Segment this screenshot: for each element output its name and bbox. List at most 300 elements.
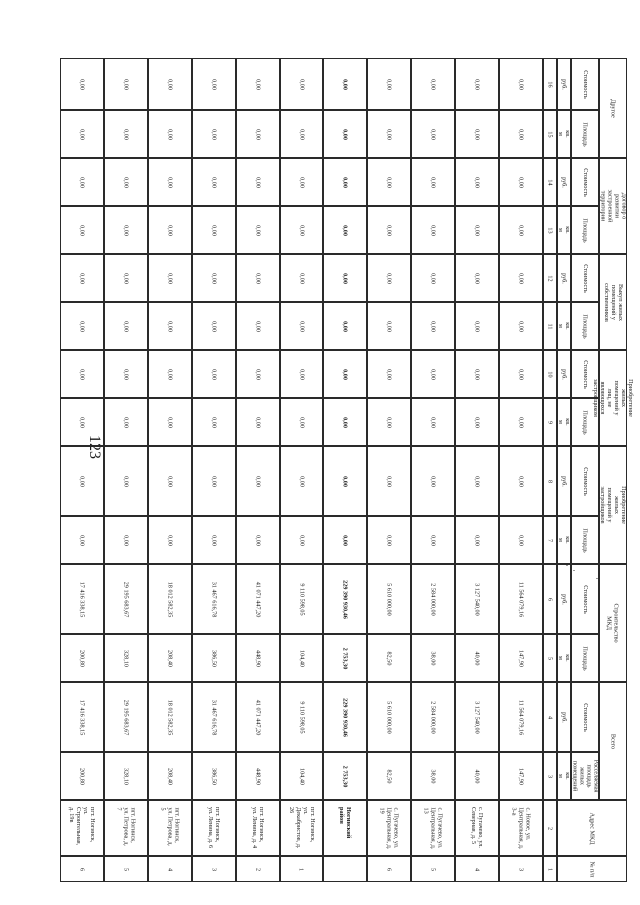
row-value [455,58,499,110]
row-value [60,254,104,302]
row-number [367,856,411,882]
row-value-text: 0,00 [122,534,130,546]
row-address-text: пгт. Ногинск, ул. Ленина, д. 6 [206,807,221,849]
column-number-10 [543,350,557,398]
header-sub-area-2 [571,516,599,564]
row-value [104,350,148,398]
row-value-text: 0,00 [341,475,349,487]
row-value [280,254,324,302]
row-number [104,856,148,882]
row-value-text: 448,90 [254,767,262,785]
header-address [557,800,627,856]
row-value-text: 0,00 [429,224,437,236]
row-value-text: 0,00 [473,534,481,546]
column-number-9-text: 9 [546,420,554,424]
header-group-5 [599,158,627,254]
header-group-2 [599,446,627,564]
header-unit-area-1 [557,634,571,682]
column-number-7 [543,516,557,564]
row-value [455,350,499,398]
row-number [236,856,280,882]
row-value-text: 0,00 [122,475,130,487]
row-value [60,634,104,682]
row-value-text: 0,00 [210,534,218,546]
row-value [411,350,455,398]
row-value-text: 0,00 [385,416,393,428]
row-value [411,516,455,564]
row-value [104,682,148,752]
row-value [499,350,543,398]
header-group-0-text: Всего [609,733,617,749]
row-value-text: 0,00 [341,416,349,428]
row-value [455,302,499,350]
row-value-text: 0,00 [166,224,174,236]
row-value [60,564,104,634]
header-unit-cost-1 [557,564,571,634]
row-value-text: 31 467 616,78 [210,699,218,735]
row-value-text: 0,00 [517,128,525,140]
row-address-text: с. Новое, ул. Центральная, д. 3-а [510,807,532,849]
header-unit-area-6 [557,110,571,158]
row-value [236,564,280,634]
row-value-text: 2 753,30 [341,647,349,669]
row-value [236,110,280,158]
row-value [60,752,104,800]
row-value [148,254,192,302]
row-value-text: 0,00 [341,176,349,188]
column-number-12-text: 12 [546,274,554,282]
row-value [323,682,367,752]
row-value [411,110,455,158]
header-sub-area-3-text: Площадь [581,409,589,435]
row-value [148,516,192,564]
row-value [411,398,455,446]
row-value [323,254,367,302]
row-value-text: 0,00 [385,475,393,487]
header-group-1 [599,564,627,682]
header-group-5-text: Договор о развитии застроенной территории [599,189,628,223]
column-number-8-text: 8 [546,479,554,483]
row-value-text: 29 195 683,67 [122,699,130,735]
header-unit-area-2-text: кв. м [557,536,571,544]
row-value-text: 0,00 [166,368,174,380]
row-value [60,516,104,564]
row-value-text: 147,90 [517,649,525,667]
row-number-text: 4 [473,867,481,871]
row-value [280,302,324,350]
row-value-text: 0,00 [429,78,437,90]
row-value [148,446,192,516]
row-address [280,800,324,856]
row-value-text: 0,00 [341,128,349,140]
row-value-text: 0,00 [254,368,262,380]
row-value [148,752,192,800]
row-value-text: 0,00 [166,78,174,90]
row-value [192,398,236,446]
row-value [280,752,324,800]
row-value [411,752,455,800]
header-unit-area-0 [557,752,571,800]
row-value-text: 0,00 [517,320,525,332]
row-value-text: 9 110 598,05 [297,700,305,734]
row-value-text: 0,00 [254,320,262,332]
header-sub-area-6 [571,110,599,158]
row-value-text: 0,00 [341,78,349,90]
row-value-text: 41 071 447,20 [254,581,262,617]
row-value [367,634,411,682]
row-value [60,350,104,398]
row-value [236,206,280,254]
row-value [192,516,236,564]
row-value [411,206,455,254]
header-unit-cost-3-text: руб. [560,368,568,380]
row-value [499,752,543,800]
header-unit-cost-3 [557,350,571,398]
row-number [280,856,324,882]
row-value-text: 0,00 [385,272,393,284]
row-value [323,158,367,206]
row-value-text: 0,00 [429,534,437,546]
row-value-text: 0,00 [429,416,437,428]
row-value-text: 40,00 [473,651,481,665]
row-value [455,254,499,302]
row-value [192,254,236,302]
row-value [192,446,236,516]
row-value-text: 0,00 [210,224,218,236]
row-value [148,564,192,634]
row-value [236,446,280,516]
row-value [148,350,192,398]
row-value [280,516,324,564]
header-sub-cost-0-text: Стоимость [581,702,589,732]
row-number-text: 5 [122,867,130,871]
row-value [236,516,280,564]
header-sub-area-4-text: Площадь [581,313,589,339]
row-value-text: 0,00 [473,416,481,428]
row-value [499,58,543,110]
header-unit-cost-2-text: руб. [560,475,568,487]
scan-speck [596,578,598,579]
row-value-text: 0,00 [78,416,86,428]
row-value-text: 11 564 079,16 [517,699,525,735]
row-value-text: 0,00 [473,78,481,90]
header-sub-cost-3-text: Стоимость [581,359,589,389]
header-sub-cost-4 [571,254,599,302]
column-number-13-text: 13 [546,226,554,234]
column-number-6-text: 6 [546,597,554,601]
header-unit-area-3 [557,398,571,446]
row-value [499,254,543,302]
column-number-2-text: 2 [546,826,554,830]
row-value [455,682,499,752]
row-value-text: 0,00 [166,416,174,428]
row-value [148,206,192,254]
row-value-text: 0,00 [429,176,437,188]
row-value [104,752,148,800]
row-value [192,634,236,682]
row-value-text: 0,00 [254,416,262,428]
row-value-text: 0,00 [297,475,305,487]
row-value-text: 0,00 [517,176,525,188]
row-value-text: 17 416 338,15 [78,581,86,617]
row-value-text: 29 195 683,67 [122,581,130,617]
header-sub-area-2-text: Площадь [581,527,589,553]
row-value [499,516,543,564]
row-value-text: 386,50 [210,649,218,667]
row-value [60,58,104,110]
row-number-text: 2 [254,867,262,871]
row-value-text: 0,00 [166,320,174,332]
header-sub-area-4 [571,302,599,350]
column-number-16 [543,58,557,110]
header-group-4 [599,254,627,350]
row-number [499,856,543,882]
column-number-9 [543,398,557,446]
row-value-text: 0,00 [385,78,393,90]
row-value-text: 0,00 [210,368,218,380]
row-value [192,206,236,254]
column-number-15 [543,110,557,158]
row-value [148,398,192,446]
row-value-text: 0,00 [517,368,525,380]
row-value [499,682,543,752]
row-value [60,302,104,350]
row-value-text: 104,40 [297,649,305,667]
header-unit-area-0-text: кв. м [557,772,571,780]
header-sub-area-5-text: Площадь [581,217,589,243]
row-value [411,58,455,110]
column-number-13 [543,206,557,254]
row-value [280,350,324,398]
row-value-text: 0,00 [297,224,305,236]
header-sub-cost-1-text: Стоимость [581,584,589,614]
row-value-text: 0,00 [254,224,262,236]
row-value-text: 38,00 [429,769,437,783]
header-unit-area-1-text: кв. м [557,654,571,662]
row-value [192,564,236,634]
row-value-text: 0,00 [341,224,349,236]
row-value [280,564,324,634]
row-value [104,254,148,302]
row-value-text: 0,00 [210,128,218,140]
row-value [104,564,148,634]
row-value [236,682,280,752]
row-value-text: 0,00 [122,224,130,236]
scan-speck [566,565,568,566]
column-number-4 [543,682,557,752]
row-value-text: 200,80 [78,649,86,667]
row-value [148,158,192,206]
header-sub-area-1-text: Площадь [581,645,589,671]
header-unit-cost-5 [557,158,571,206]
row-value [60,110,104,158]
row-value-text: 0,00 [297,78,305,90]
row-value-text: 0,00 [254,534,262,546]
row-value-text: 3 127 540,00 [473,700,481,734]
header-sub-cost-5-text: Стоимость [581,167,589,197]
header-unit-area-6-text: кв. м [557,130,571,138]
column-number-14-text: 14 [546,178,554,186]
row-value-text: 0,00 [122,176,130,188]
row-address [499,800,543,856]
header-unit-area-5 [557,206,571,254]
row-value-text: 0,00 [341,368,349,380]
row-value [455,564,499,634]
column-number-11-text: 11 [546,323,554,329]
column-number-6 [543,564,557,634]
row-value-text: 0,00 [122,320,130,332]
row-value-text: 2 584 000,00 [429,582,437,616]
header-group-2-text: Приобретение жилых помещений у застройщиков [599,486,627,524]
row-value [104,634,148,682]
row-value-text: 40,00 [473,769,481,783]
header-group-0 [599,682,627,800]
header-unit-cost-4 [557,254,571,302]
row-value-text: 0,00 [297,272,305,284]
header-sub-area-1 [571,634,599,682]
row-value [104,516,148,564]
row-value [411,564,455,634]
row-value-text: 5 610 000,00 [385,700,393,734]
row-value [280,634,324,682]
row-number [323,856,367,882]
header-sub-cost-2 [571,446,599,516]
row-value [323,634,367,682]
header-group-6-text: Другое [609,98,617,118]
row-value-text: 0,00 [254,78,262,90]
row-value-text: 0,00 [78,368,86,380]
row-value [367,752,411,800]
row-value [104,302,148,350]
row-value-text: 3 127 540,00 [473,582,481,616]
row-value-text: 0,00 [254,272,262,284]
row-value [192,350,236,398]
header-sub-area-0 [571,752,599,800]
row-value [236,158,280,206]
row-value [60,682,104,752]
row-value-text: 0,00 [517,416,525,428]
row-number [411,856,455,882]
header-group-1-text: Строительство МКД [606,603,621,643]
row-value-text: 0,00 [122,272,130,284]
row-value-text: 0,00 [429,320,437,332]
header-unit-cost-6 [557,58,571,110]
header-group-3-text: Приобретение жилых помещений у лиц, не являющихся застройщиком [592,379,634,417]
row-value [499,398,543,446]
row-value-text: 0,00 [473,272,481,284]
row-value [411,254,455,302]
row-value-text: 82,50 [385,769,393,783]
header-sub-area-5 [571,206,599,254]
header-sub-cost-3 [571,350,599,398]
row-value [323,752,367,800]
row-value-text: 0,00 [78,272,86,284]
row-value-text: 0,00 [385,224,393,236]
row-value [192,110,236,158]
row-value [280,398,324,446]
row-address [367,800,411,856]
row-value [367,158,411,206]
row-value-text: 0,00 [166,128,174,140]
column-number-5 [543,634,557,682]
row-value-text: 0,00 [254,176,262,188]
row-value-text: 208,40 [166,767,174,785]
row-address [104,800,148,856]
row-value-text: 448,90 [254,649,262,667]
row-value-text: 0,00 [78,475,86,487]
column-number-3-text: 3 [546,774,554,778]
row-value-text: 104,40 [297,767,305,785]
row-address-text: с. Пугачево, ул. Центральная, д. 13 [422,807,444,849]
header-unit-area-4-text: кв. м [557,322,571,330]
column-number-8 [543,446,557,516]
row-value-text: 0,00 [254,128,262,140]
row-value-text: 229 390 930,46 [341,697,349,737]
row-value-text: 0,00 [210,320,218,332]
header-sub-cost-6-text: Стоимость [581,69,589,99]
header-sub-area-3 [571,398,599,446]
row-value [148,302,192,350]
row-value-text: 0,00 [385,368,393,380]
header-sub-cost-2-text: Стоимость [581,466,589,496]
row-value-text: 0,00 [78,78,86,90]
row-value [60,398,104,446]
row-value [455,634,499,682]
row-value [367,206,411,254]
row-value-text: 0,00 [517,224,525,236]
row-value-text: 0,00 [297,368,305,380]
row-address-text: Ногинский район [338,807,353,839]
row-value [499,302,543,350]
row-address [60,800,104,856]
row-value [367,350,411,398]
row-value-text: 0,00 [517,78,525,90]
row-value [455,158,499,206]
row-value [367,682,411,752]
row-value-text: 2 753,30 [341,765,349,787]
row-address [323,800,367,856]
row-address [236,800,280,856]
row-number-text: 6 [385,867,393,871]
row-value [60,446,104,516]
row-value [323,516,367,564]
column-number-3 [543,752,557,800]
row-value [236,254,280,302]
row-value-text: 0,00 [122,78,130,90]
row-address [192,800,236,856]
row-value [148,110,192,158]
header-unit-cost-0 [557,682,571,752]
row-value [280,158,324,206]
row-value-text: 0,00 [473,176,481,188]
row-value-text: 0,00 [429,368,437,380]
header-unit-area-4 [557,302,571,350]
row-value [367,302,411,350]
row-value-text: 0,00 [297,128,305,140]
header-unit-cost-5-text: руб. [560,176,568,188]
row-value [455,398,499,446]
column-number-14 [543,158,557,206]
row-value [499,564,543,634]
row-value-text: 11 564 079,16 [517,581,525,617]
header-sub-cost-1 [571,564,599,634]
row-value [455,206,499,254]
row-value-text: 0,00 [473,320,481,332]
row-value-text: 0,00 [429,272,437,284]
row-value-text: 0,00 [297,176,305,188]
row-value-text: 18 012 582,35 [166,699,174,735]
row-value [192,158,236,206]
